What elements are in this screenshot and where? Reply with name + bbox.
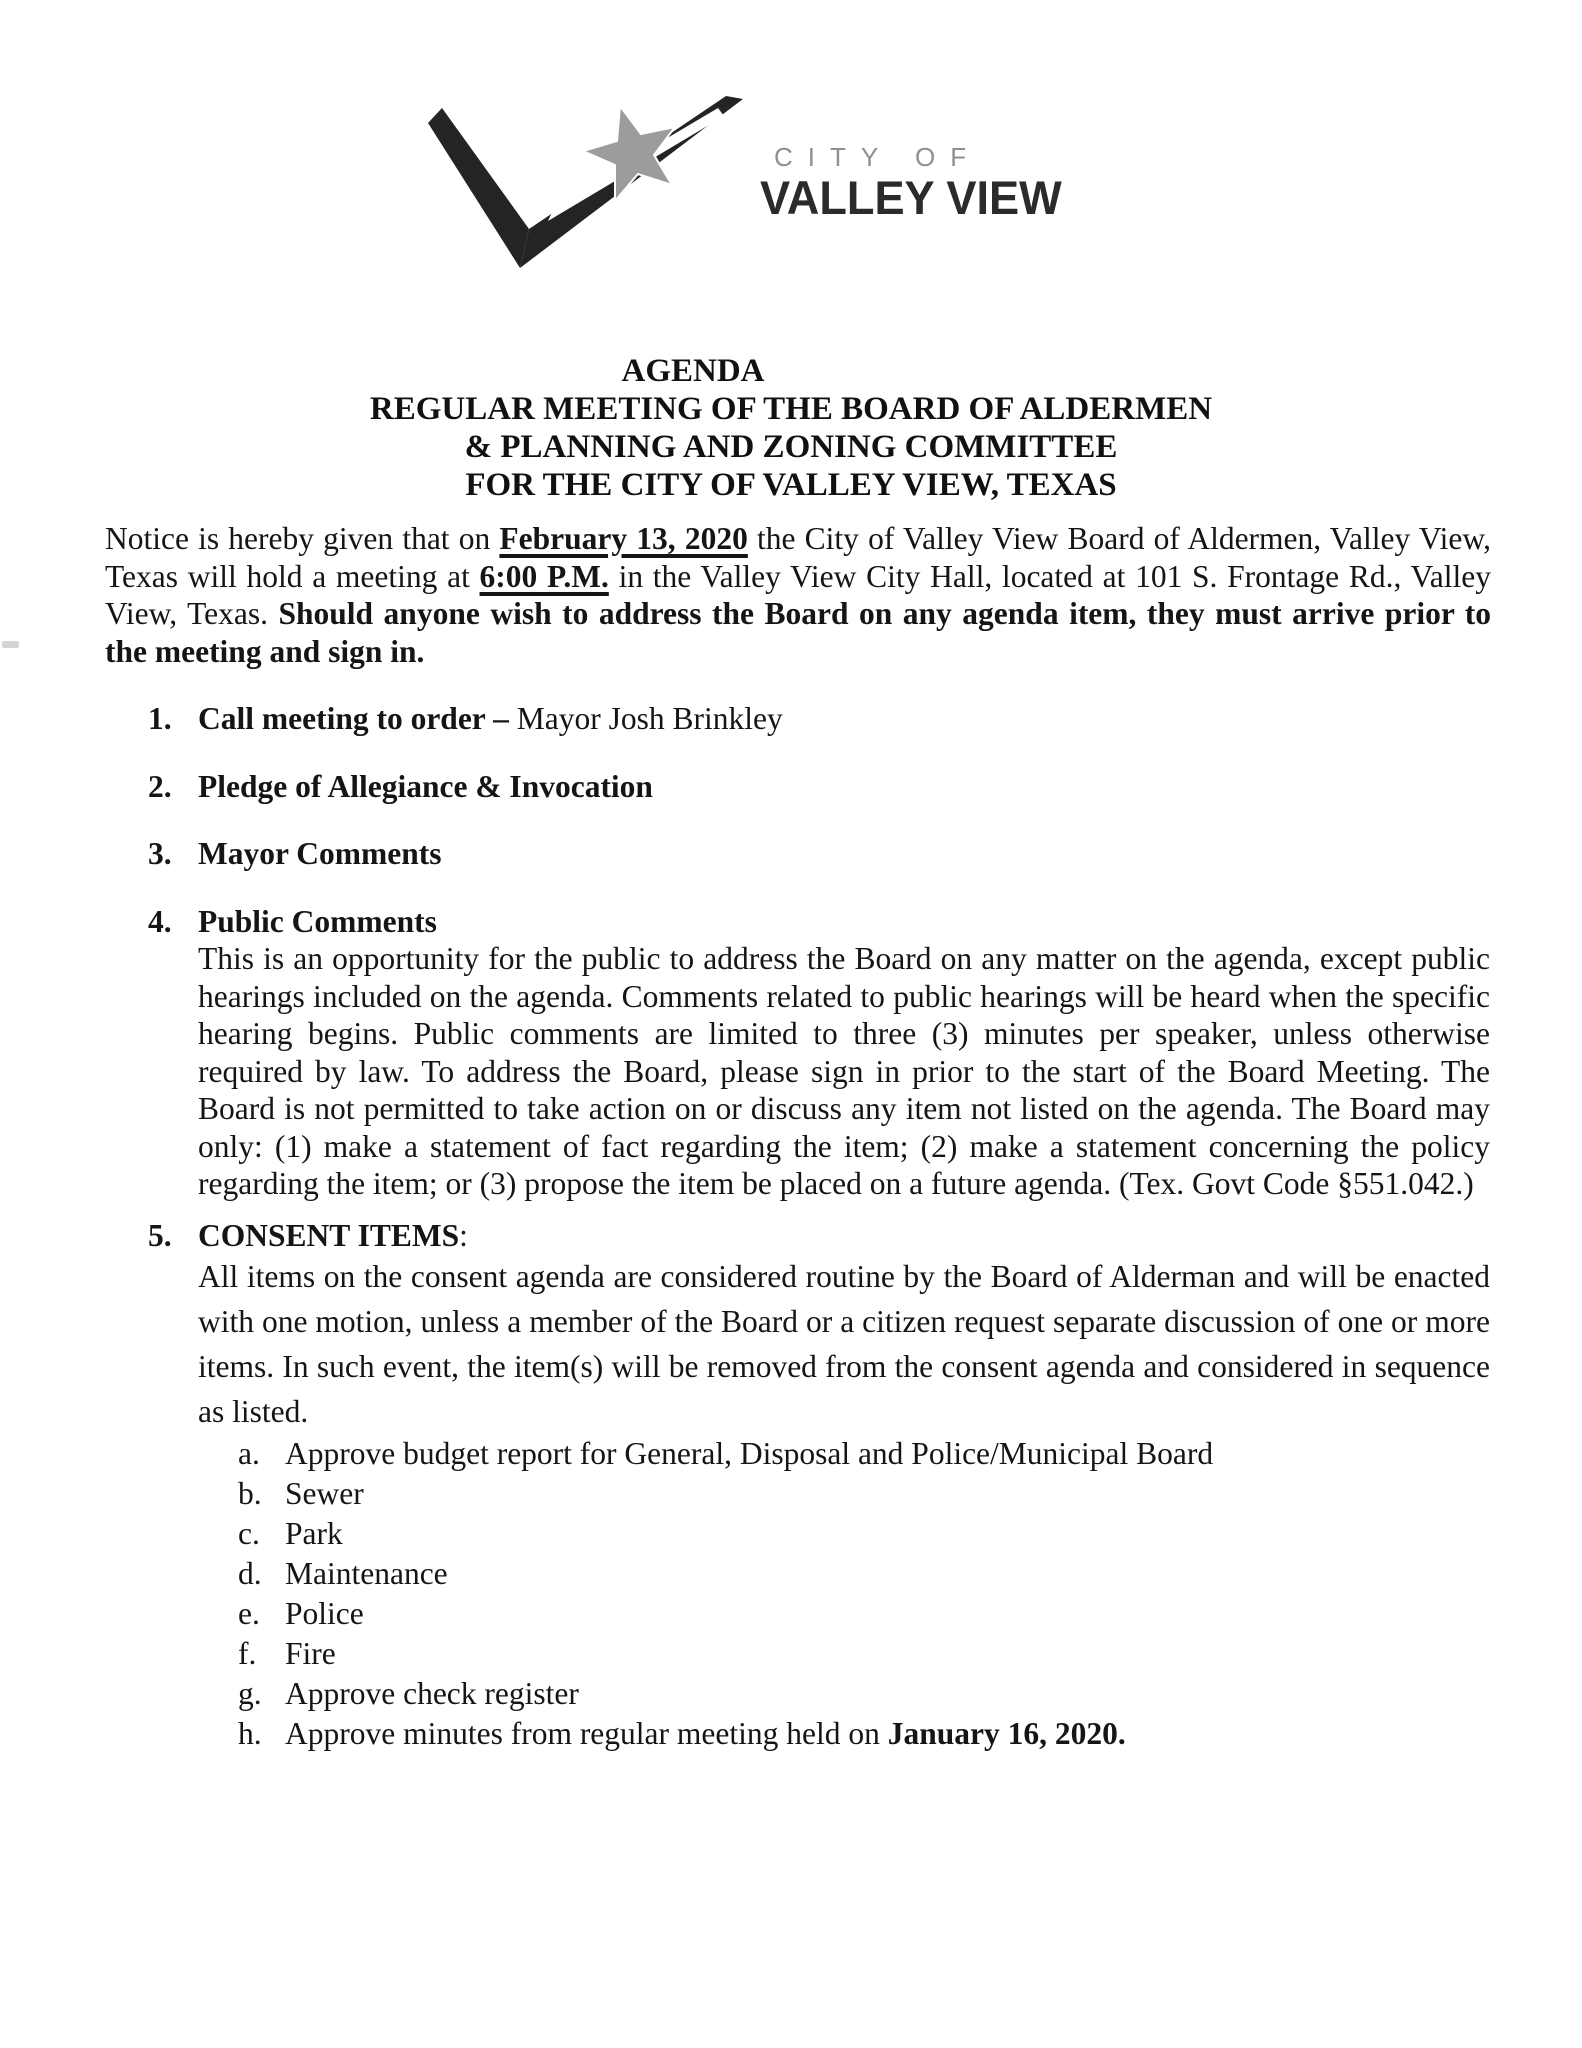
item-number: 4.: [148, 903, 172, 939]
agenda-item-1: [148, 700, 1490, 738]
agenda-item-2: [148, 768, 1490, 806]
subitem-letter: e.: [238, 1596, 260, 1631]
subitem-letter: b.: [238, 1476, 262, 1511]
city-logo: [428, 96, 1108, 276]
item-label-bold: Pledge of Allegiance & Invocation: [198, 768, 653, 804]
title-line-committee: & PLANNING AND ZONING COMMITTEE: [464, 429, 1118, 465]
consent-subitems-list: [238, 1434, 1490, 1754]
agenda-item-4: [148, 903, 1490, 1203]
subitem-text: [285, 1714, 1490, 1754]
meeting-date: February 13, 2020: [499, 521, 748, 556]
subitem-letter: f.: [238, 1636, 257, 1671]
notice-mid-text-1: the City of Valley View Board of Aldermen, Valley View, Texas will hold a meeting at: [105, 521, 1491, 594]
subitem-text: Approve check register: [285, 1676, 579, 1711]
item-label-bold: CONSENT ITEMS: [198, 1217, 460, 1253]
consent-items-paragraph: All items on the consent agenda are considered routine by the Board of Alderman and will be enacted with one motion, unless a member of the Board or a citizen request separate discussion of one or more items. In such event, the item(s) will be removed from the consent agenda and considered in sequence as listed.: [198, 1259, 1490, 1429]
agenda-list: [148, 700, 1490, 1754]
consent-subitem-a: [238, 1434, 1490, 1474]
document-title-block: [0, 352, 1582, 504]
subitem-letter: d.: [238, 1556, 262, 1591]
subitem-text: Sewer: [285, 1476, 364, 1511]
subitem-letter: a.: [238, 1436, 260, 1471]
subitem-letter: h.: [238, 1716, 262, 1751]
subitem-text: Police: [285, 1596, 364, 1631]
item-label-rest: :: [459, 1217, 468, 1253]
item-label-rest: Mayor Josh Brinkley: [508, 701, 783, 736]
subitem-text: Fire: [285, 1636, 336, 1671]
item-label-bold: Mayor Comments: [198, 836, 442, 871]
meeting-time: 6:00 P.M.: [479, 558, 609, 594]
consent-subitem-e: [238, 1594, 1490, 1634]
consent-subitem-h: [238, 1714, 1490, 1754]
notice-bold-instruction: Should anyone wish to address the Board on any agenda item, they must arrive prior to the meeting and sign in.: [105, 596, 1491, 669]
item-number: 1.: [148, 701, 172, 736]
subitem-text-regular: Approve minutes from regular meeting held on: [285, 1716, 888, 1751]
subitem-text: Maintenance: [285, 1556, 448, 1591]
consent-subitem-b: [238, 1474, 1490, 1514]
subitem-text: Approve budget report for General, Disposal and Police/Municipal Board: [285, 1436, 1214, 1471]
subitem-bold-date: January 16, 2020.: [887, 1716, 1126, 1751]
title-line-agenda: AGENDA: [621, 353, 765, 389]
subitem-letter: c.: [238, 1516, 260, 1551]
consent-subitem-g: [238, 1674, 1490, 1714]
logo-valley-view-label: VALLEY VIEW: [760, 171, 1062, 224]
consent-subitem-d: [238, 1554, 1490, 1594]
notice-pre-text: Notice is hereby given that on: [105, 521, 500, 556]
agenda-item-5: [148, 1217, 1490, 1755]
subitem-letter: g.: [238, 1676, 262, 1711]
public-comments-paragraph: This is an opportunity for the public to address the Board on any matter on the agenda, except public hearings included on the agenda. Comments related to public hearings will be heard when the specific hearing begins. Public comments are limited to three (3) minutes per speaker, unless otherwise required by law. To address the Board, please sign in prior to the start of the Board Meeting. The Board is not permitted to take action on or discuss any item not listed on the agenda. The Board may only: (1) make a statement of fact regarding the item; (2) make a statement concerning the policy regarding the item; or (3) propose the item be placed on a future agenda. (Tex. Govt Code §551.042.): [198, 941, 1490, 1201]
notice-mid-text-2: in the Valley View City Hall, located at 101 S. Frontage Rd., Valley View, Texas.: [105, 558, 1491, 631]
agenda-item-3: [148, 835, 1490, 873]
logo-city-of-label: CITY OF: [774, 142, 982, 172]
item-number: 5.: [148, 1217, 172, 1253]
scan-artifact: [2, 641, 19, 648]
item-label-bold: Public Comments: [198, 903, 437, 939]
subitem-text: Park: [285, 1516, 343, 1551]
title-line-meeting: REGULAR MEETING OF THE BOARD OF ALDERMEN: [369, 391, 1213, 427]
consent-subitem-f: [238, 1634, 1490, 1674]
title-line-city: FOR THE CITY OF VALLEY VIEW, TEXAS: [465, 467, 1117, 503]
item-label-bold: Call meeting to order –: [198, 701, 509, 736]
item-number: 2.: [148, 768, 172, 804]
valley-view-checkmark-star-icon: [428, 96, 748, 271]
consent-subitem-c: [238, 1514, 1490, 1554]
item-number: 3.: [148, 836, 172, 871]
notice-paragraph: [105, 520, 1491, 670]
